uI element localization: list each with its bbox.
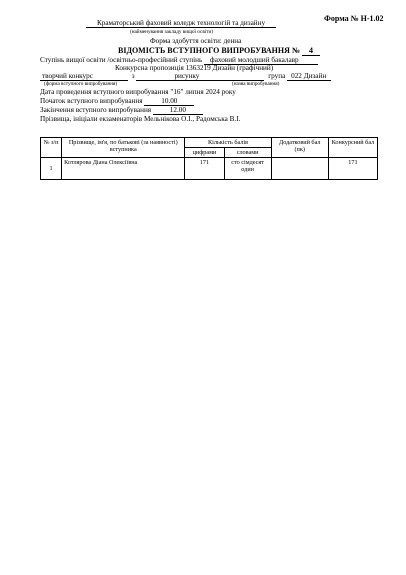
start-line [40, 97, 194, 106]
exam-subject-caption: (назва випробування) [232, 81, 280, 87]
title-number: 4 [302, 46, 320, 56]
institution-caption: (найменування закладу вищої освіти) [130, 29, 213, 35]
title-text: ВІДОМІСТЬ ВСТУПНОГО ВИПРОБУВАННЯ № [118, 46, 300, 55]
group-value: 022 Дизайн [287, 72, 331, 81]
form-code: Форма № Н-1.02 [324, 14, 384, 23]
end-line [40, 106, 203, 115]
table-header-row [41, 138, 378, 148]
header-points: Кількість балів [185, 138, 271, 148]
cell-digits: 171 [185, 158, 224, 180]
cell-contest: 171 [328, 158, 377, 180]
examiners: Прізвища, ініціали екзаменаторів Мельнікова О.І., Радомська В.І. [40, 115, 241, 123]
exam-type-caption: (форма вступного випробування) [44, 81, 118, 87]
table-row [41, 158, 378, 180]
institution-name: Краматорський фаховий коледж технологій та дизайну [96, 19, 266, 27]
study-form: Форма здобуття освіти: денна [150, 37, 242, 45]
results-table [40, 137, 378, 180]
institution-line [86, 19, 276, 28]
group-label: група [268, 72, 286, 80]
header-name: Прізвище, ім'я, по батькові (за наявності) вступника [62, 138, 185, 158]
header-words: словами [224, 148, 271, 158]
exam-subject: рисунку [136, 72, 264, 81]
exam-type: творчий конкурс [40, 72, 128, 81]
header-num: № з/п [41, 138, 62, 158]
start-label: Початок вступного випробування [40, 97, 143, 105]
degree-value: фаховий молодший бакалавр [204, 56, 318, 65]
end-value: 12.00 [153, 106, 203, 115]
end-label: Закінчення вступного випробування [40, 106, 152, 114]
cell-extra [271, 158, 328, 180]
cell-name: Котлярова Діана Олексіївна [62, 158, 185, 180]
header-contest: Конкурсний бал [328, 138, 377, 158]
document-title [118, 46, 320, 56]
degree-label: Ступінь вищої освіти /освітньо-професійний ступінь [40, 56, 203, 64]
start-value: 10.00 [144, 97, 194, 106]
cell-num: 1 [41, 158, 62, 180]
competitive-proposal: Конкурсна пропозиція 1363219 Дизайн (графічний) [115, 64, 274, 72]
header-extra: Додатковий бал (пк) [271, 138, 328, 158]
header-digits: цифрами [185, 148, 224, 158]
cell-words: сто сімдесят один [224, 158, 271, 180]
exam-date: Дата проведення вступного випробування "16" липня 2024 року [40, 88, 236, 96]
exam-conj: з [131, 72, 135, 80]
exam-line [40, 72, 331, 81]
